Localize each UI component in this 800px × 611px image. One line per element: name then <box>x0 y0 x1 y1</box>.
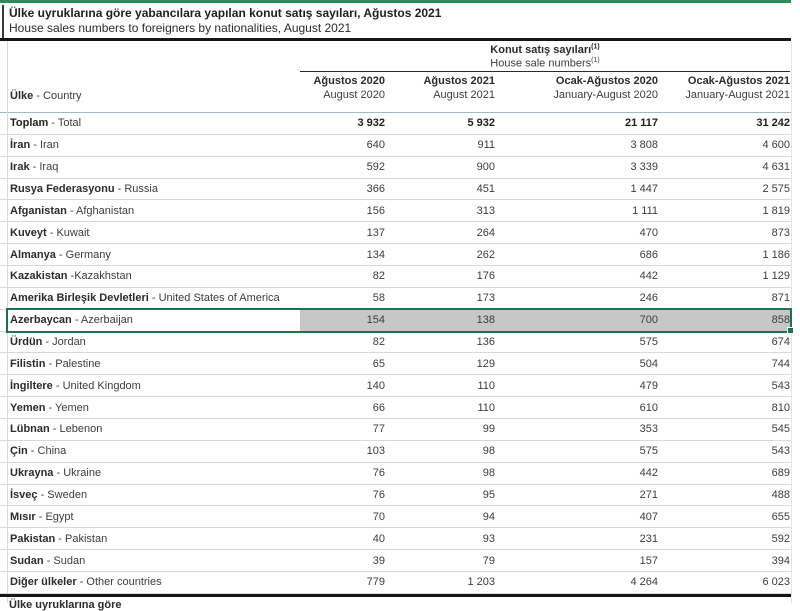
country-name-tr: Ukrayna <box>10 467 54 480</box>
country-name-en: - Sweden <box>37 489 88 502</box>
country-name-en: - Palestine <box>45 357 101 370</box>
clipped-next-title: Ülke uyruklarına göre <box>9 599 122 611</box>
table-row <box>0 222 791 244</box>
row-values <box>300 244 790 265</box>
country-name-tr: Almanya <box>10 248 56 261</box>
country-cell[interactable] <box>8 139 300 151</box>
country-column-header[interactable]: Ülke - Country <box>10 90 82 102</box>
country-cell[interactable] <box>8 511 300 523</box>
row-values <box>300 375 790 396</box>
country-cell[interactable] <box>8 183 300 195</box>
country-name-en: - Other countries <box>76 576 162 589</box>
country-name-tr: İsveç <box>10 489 38 502</box>
row-values <box>300 397 790 418</box>
value-cell[interactable]: 31 242 <box>756 117 790 130</box>
value-cell[interactable]: 873 <box>771 226 790 239</box>
country-name-en: - Jordan <box>42 336 86 349</box>
value-cell[interactable]: 394 <box>771 554 790 567</box>
country-name-tr: Diğer ülkeler <box>10 576 77 589</box>
value-cell[interactable]: 442 <box>639 467 658 480</box>
value-cell[interactable]: 99 <box>482 423 495 436</box>
country-name-tr: Azerbaycan <box>10 314 72 327</box>
footnote-marker: (1) <box>591 57 600 64</box>
value-cell[interactable]: 900 <box>476 161 495 174</box>
value-cell[interactable]: 4 631 <box>762 161 790 174</box>
country-name-tr: Afganistan <box>10 204 67 217</box>
country-name-en: - Germany <box>55 248 111 261</box>
value-cell[interactable]: 911 <box>477 139 495 152</box>
country-cell[interactable] <box>8 402 300 414</box>
row-values <box>300 266 790 287</box>
value-cell[interactable]: 94 <box>482 510 495 523</box>
value-cell[interactable]: 39 <box>372 554 385 567</box>
value-cell[interactable]: 1 819 <box>762 204 790 217</box>
value-cell[interactable]: 686 <box>639 248 658 261</box>
column-headers-turkish <box>300 75 790 87</box>
country-cell[interactable] <box>8 270 300 282</box>
value-cell[interactable]: 82 <box>372 270 385 283</box>
value-cell[interactable]: 366 <box>366 183 385 195</box>
value-cell[interactable]: 610 <box>639 401 658 414</box>
country-name-en: - Russia <box>114 183 158 195</box>
country-name-en: - Sudan <box>43 554 86 567</box>
value-cell[interactable]: 134 <box>366 248 385 261</box>
column-header[interactable]: January-August 2021 <box>685 89 790 101</box>
table-row <box>0 179 791 201</box>
country-cell[interactable] <box>8 358 300 370</box>
country-name-en: - Yemen <box>45 401 89 414</box>
country-name-en: - Iran <box>30 139 59 152</box>
country-cell[interactable] <box>8 205 300 217</box>
value-cell[interactable]: 70 <box>372 510 385 523</box>
value-cell[interactable]: 640 <box>366 139 385 152</box>
value-cell[interactable]: 700 <box>639 314 658 327</box>
column-header[interactable]: January-August 2020 <box>553 89 658 101</box>
value-cell[interactable]: 58 <box>372 292 385 305</box>
row-values <box>300 135 790 156</box>
country-name-tr: Kazakistan <box>10 270 68 283</box>
value-cell[interactable]: 93 <box>482 532 495 545</box>
value-cell[interactable]: 246 <box>639 292 658 305</box>
country-cell[interactable] <box>8 555 300 567</box>
country-name-en: - Lebenon <box>49 423 103 436</box>
value-cell[interactable]: 470 <box>639 226 658 239</box>
table-row <box>0 266 791 288</box>
country-name-en: - Total <box>48 117 82 130</box>
top-accent-bar <box>0 0 791 3</box>
country-name-en: - China <box>27 445 67 458</box>
row-values <box>300 113 790 134</box>
country-cell[interactable] <box>8 380 300 392</box>
table-row <box>0 572 791 594</box>
country-name-tr: İngiltere <box>10 379 53 392</box>
row-values <box>300 222 790 243</box>
row-values <box>300 310 790 331</box>
value-cell[interactable]: 264 <box>476 226 495 239</box>
right-gridline <box>791 41 792 603</box>
country-name-en: - United States of America <box>148 292 280 305</box>
value-cell[interactable]: 504 <box>639 357 658 370</box>
country-name-en: - Pakistan <box>55 532 108 545</box>
value-cell[interactable]: 79 <box>482 554 495 567</box>
table-row <box>0 244 791 266</box>
country-name-tr: Irak <box>10 161 30 174</box>
country-cell[interactable] <box>8 314 300 326</box>
value-cell[interactable]: 77 <box>372 423 385 436</box>
value-cell[interactable]: 157 <box>639 554 658 567</box>
country-name-tr: Toplam <box>10 117 49 130</box>
table-bottom-rule <box>0 594 791 597</box>
country-cell[interactable] <box>8 249 300 261</box>
column-group-header-en: House sale numbers$^{(1)}$ <box>490 57 600 70</box>
value-cell[interactable]: 545 <box>771 423 790 436</box>
value-cell[interactable]: 1 111 <box>632 204 658 217</box>
value-cell[interactable]: 2 575 <box>762 183 790 195</box>
value-cell[interactable]: 442 <box>639 270 658 283</box>
value-cell[interactable]: 4 600 <box>762 139 790 152</box>
country-cell[interactable] <box>8 292 300 304</box>
table-row <box>0 419 791 441</box>
page-subtitle: House sales numbers to foreigners by nationalities, August 2021 <box>9 21 352 35</box>
value-cell[interactable]: 176 <box>476 270 495 283</box>
value-cell[interactable]: 137 <box>366 226 385 239</box>
table-row <box>0 135 791 157</box>
value-cell[interactable]: 451 <box>476 183 495 195</box>
value-cell[interactable]: 3 339 <box>630 161 658 174</box>
value-cell[interactable]: 810 <box>771 401 790 414</box>
value-cell[interactable]: 138 <box>476 314 495 327</box>
value-cell[interactable]: 5 932 <box>467 117 495 130</box>
column-header[interactable]: Ocak-Ağustos 2020 <box>555 75 658 87</box>
country-name-tr: Lübnan <box>10 423 50 436</box>
column-header[interactable]: Ocak-Ağustos 2021 <box>687 75 790 87</box>
country-name-en: -Kazakhstan <box>67 270 132 283</box>
country-cell[interactable] <box>8 423 300 435</box>
value-cell[interactable]: 6 023 <box>762 576 790 589</box>
country-name-en: - United Kingdom <box>52 379 141 392</box>
table-row <box>0 463 791 485</box>
table-row <box>0 200 791 222</box>
country-cell[interactable] <box>8 227 300 239</box>
value-cell[interactable]: 136 <box>476 336 495 349</box>
row-values <box>300 441 790 462</box>
country-cell[interactable] <box>8 576 300 588</box>
row-values <box>300 550 790 571</box>
value-cell[interactable]: 689 <box>771 467 790 480</box>
column-header[interactable]: Ağustos 2021 <box>423 75 495 87</box>
country-cell[interactable] <box>8 533 300 545</box>
value-cell[interactable]: 779 <box>366 576 385 589</box>
table-row <box>0 113 791 135</box>
title-left-border <box>2 5 4 38</box>
country-name-en: - Ukraine <box>53 467 102 480</box>
value-cell[interactable]: 65 <box>372 357 385 370</box>
value-cell[interactable]: 1 186 <box>762 248 790 261</box>
country-name-tr: Filistin <box>10 357 46 370</box>
table-row <box>0 288 791 310</box>
row-values <box>300 157 790 178</box>
country-name-tr: Mısır <box>10 510 36 523</box>
value-cell[interactable]: 271 <box>639 489 658 502</box>
row-values <box>300 528 790 549</box>
value-cell[interactable]: 592 <box>771 532 790 545</box>
value-cell[interactable]: 231 <box>639 532 658 545</box>
value-cell[interactable]: 575 <box>639 445 658 458</box>
table-row <box>0 332 791 354</box>
column-header[interactable]: Ağustos 2020 <box>313 75 385 87</box>
column-header[interactable]: August 2021 <box>433 89 495 101</box>
value-cell[interactable]: 858 <box>771 314 790 327</box>
value-cell[interactable]: 353 <box>639 423 658 436</box>
country-cell[interactable] <box>8 117 300 129</box>
value-cell[interactable]: 1 447 <box>630 183 658 195</box>
row-values <box>300 179 790 200</box>
value-cell[interactable]: 76 <box>372 467 385 480</box>
country-name-tr: Ürdün <box>10 336 43 349</box>
country-name-en: - Kuwait <box>46 226 90 239</box>
value-cell[interactable]: 543 <box>771 445 790 458</box>
country-cell[interactable] <box>8 336 300 348</box>
value-cell[interactable]: 3 808 <box>630 139 658 152</box>
table-row <box>0 397 791 419</box>
value-cell[interactable]: 592 <box>366 161 385 174</box>
country-cell[interactable] <box>8 489 300 501</box>
row-values <box>300 463 790 484</box>
value-cell[interactable]: 76 <box>372 489 385 502</box>
country-name-tr: Çin <box>10 445 28 458</box>
value-cell[interactable]: 1 203 <box>467 576 495 589</box>
country-name-tr: İran <box>10 139 31 152</box>
value-cell[interactable]: 98 <box>482 467 495 480</box>
country-name-en: - Azerbaijan <box>71 314 133 327</box>
row-values <box>300 353 790 374</box>
value-cell[interactable]: 82 <box>372 336 385 349</box>
column-headers-english <box>300 89 790 101</box>
value-cell[interactable]: 140 <box>366 379 385 392</box>
country-name-tr: Yemen <box>10 401 46 414</box>
column-group-underline <box>300 71 790 72</box>
value-cell[interactable]: 173 <box>476 292 495 305</box>
table-row <box>0 485 791 507</box>
country-cell[interactable] <box>8 445 300 457</box>
value-cell[interactable]: 129 <box>476 357 495 370</box>
value-cell[interactable]: 407 <box>639 510 658 523</box>
value-cell[interactable]: 871 <box>771 292 790 305</box>
value-cell[interactable]: 4 264 <box>630 576 658 589</box>
value-cell[interactable]: 156 <box>366 204 385 217</box>
footnote-marker: (1) <box>591 43 600 50</box>
value-cell[interactable]: 313 <box>476 204 495 217</box>
table-body <box>0 113 791 594</box>
row-values <box>300 419 790 440</box>
country-name-tr: Rusya Federasyonu <box>10 183 115 195</box>
column-header[interactable]: August 2020 <box>323 89 385 101</box>
country-name-tr: Kuveyt <box>10 226 47 239</box>
row-values <box>300 485 790 506</box>
value-cell[interactable]: 575 <box>639 336 658 349</box>
value-cell[interactable]: 655 <box>771 510 790 523</box>
table-row <box>0 353 791 375</box>
country-cell[interactable] <box>8 161 300 173</box>
value-cell[interactable]: 479 <box>639 379 658 392</box>
value-cell[interactable]: 488 <box>771 489 790 502</box>
country-name-en: - Egypt <box>35 510 74 523</box>
value-cell[interactable]: 98 <box>482 445 495 458</box>
table-row <box>0 550 791 572</box>
value-cell[interactable]: 21 117 <box>624 117 658 130</box>
row-values <box>300 572 790 593</box>
value-cell[interactable]: 103 <box>366 445 385 458</box>
table-row-selected <box>0 310 791 332</box>
country-cell[interactable] <box>8 467 300 479</box>
value-cell[interactable]: 674 <box>771 336 790 349</box>
country-name-en: - Afghanistan <box>66 204 135 217</box>
country-name-tr: Amerika Birleşik Devletleri <box>10 292 149 305</box>
table-row <box>0 375 791 397</box>
table-row <box>0 157 791 179</box>
value-cell[interactable]: 66 <box>372 401 385 414</box>
country-name-tr: Pakistan <box>10 532 56 545</box>
row-values <box>300 506 790 527</box>
table-row <box>0 441 791 463</box>
value-cell[interactable]: 95 <box>482 489 495 502</box>
table-row <box>0 528 791 550</box>
title-divider-rule <box>0 38 791 41</box>
column-group-header-tr: Konut satış sayıları$^{(1)}$ <box>490 43 600 56</box>
value-cell[interactable]: 110 <box>477 401 495 414</box>
country-name-tr: Sudan <box>10 554 44 567</box>
value-cell[interactable]: 154 <box>366 314 385 327</box>
table-row <box>0 506 791 528</box>
value-cell[interactable]: 744 <box>771 357 790 370</box>
value-cell[interactable]: 1 129 <box>762 270 790 283</box>
value-cell[interactable]: 543 <box>771 379 790 392</box>
row-values <box>300 332 790 353</box>
page-title: Ülke uyruklarına göre yabancılara yapılan konut satış sayıları, Ağustos 2021 <box>9 6 442 20</box>
country-name-en: - Iraq <box>29 161 59 174</box>
row-values <box>300 288 790 309</box>
row-values <box>300 200 790 221</box>
value-cell[interactable]: 110 <box>477 379 495 392</box>
value-cell[interactable]: 262 <box>476 248 495 261</box>
value-cell[interactable]: 40 <box>372 532 385 545</box>
value-cell[interactable]: 3 932 <box>357 117 385 130</box>
